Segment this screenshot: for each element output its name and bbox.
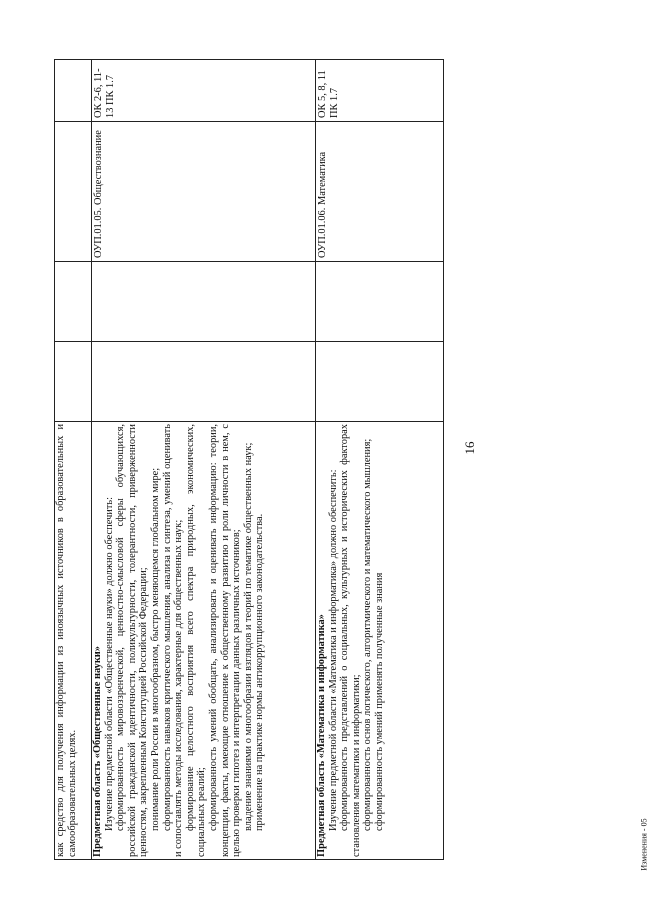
empty-cell xyxy=(316,262,444,342)
table-row xyxy=(55,60,92,860)
empty-cell xyxy=(55,122,92,262)
math-discipline: ОУП.01.06. Математика xyxy=(316,122,444,262)
social-discipline: ОУП.01.05. Обществознание xyxy=(92,122,316,262)
social-title: Предметная область «Общественные науки» xyxy=(92,646,103,857)
empty-cell xyxy=(92,342,316,422)
rotated-table-container xyxy=(54,60,440,860)
math-competencies: ОК 5, 8, 11 ПК 1.7 xyxy=(316,60,444,122)
empty-cell xyxy=(316,342,444,422)
curriculum-table xyxy=(54,59,444,860)
math-title: Предметная область «Математика и информатика» xyxy=(316,614,327,857)
empty-cell xyxy=(55,262,92,342)
empty-cell xyxy=(55,342,92,422)
page-number: 16 xyxy=(462,441,477,455)
math-cell: Предметная область «Математика и информатика» Изучение предметной области «Математика и информатика» должно обеспечить: сформированность представлений о социальных, культурных и исторических факторах становления математики и информатики; сформированность основ логического, алгоритмического и математического мышления; сформированность умений применять полученные знания xyxy=(316,422,444,860)
footer-revision: Изменения - 05 xyxy=(639,818,649,871)
top-row-text: как средство для получения информации из иноязычных источников в образовательных и самообразовательных целях. xyxy=(55,422,92,860)
social-sciences-cell: Предметная область «Общественные науки» Изучение предметной области «Общественные науки» должно обеспечить: сформированность мировоззренческой, ценностно-смысловой сферы обучающихся, российской гражданской идентичности, поликультурности, толерантности, приверженности ценностям, закрепленным Конституцией Российской Федерации; понимание роли России в многообразном, быстро меняющемся глобальном мире; сформированность навыков критического мышления, анализа и синтеза, умений оценивать и сопоставлять методы исследования, характерные для общественных наук; формирование целостного восприятия всего спектра природных, экономических, социальных реалий; сформированность умений обобщать, анализировать и оценивать информацию: теории, концепции, факты, имеющие отношение к общественному развитию и роли личности в нем, с целью проверки гипотез и интерпретации данных различных источников; владение знаниями о многообразии взглядов и теорий по тематике общественных наук; применение на практике нормы антикоррупционного законодательства. xyxy=(92,422,316,860)
table-row xyxy=(92,60,316,860)
empty-cell xyxy=(55,60,92,122)
empty-cell xyxy=(92,262,316,342)
table-row xyxy=(316,60,444,860)
social-competencies: ОК 2-6, 11-13 ПК 1.7 xyxy=(92,60,316,122)
